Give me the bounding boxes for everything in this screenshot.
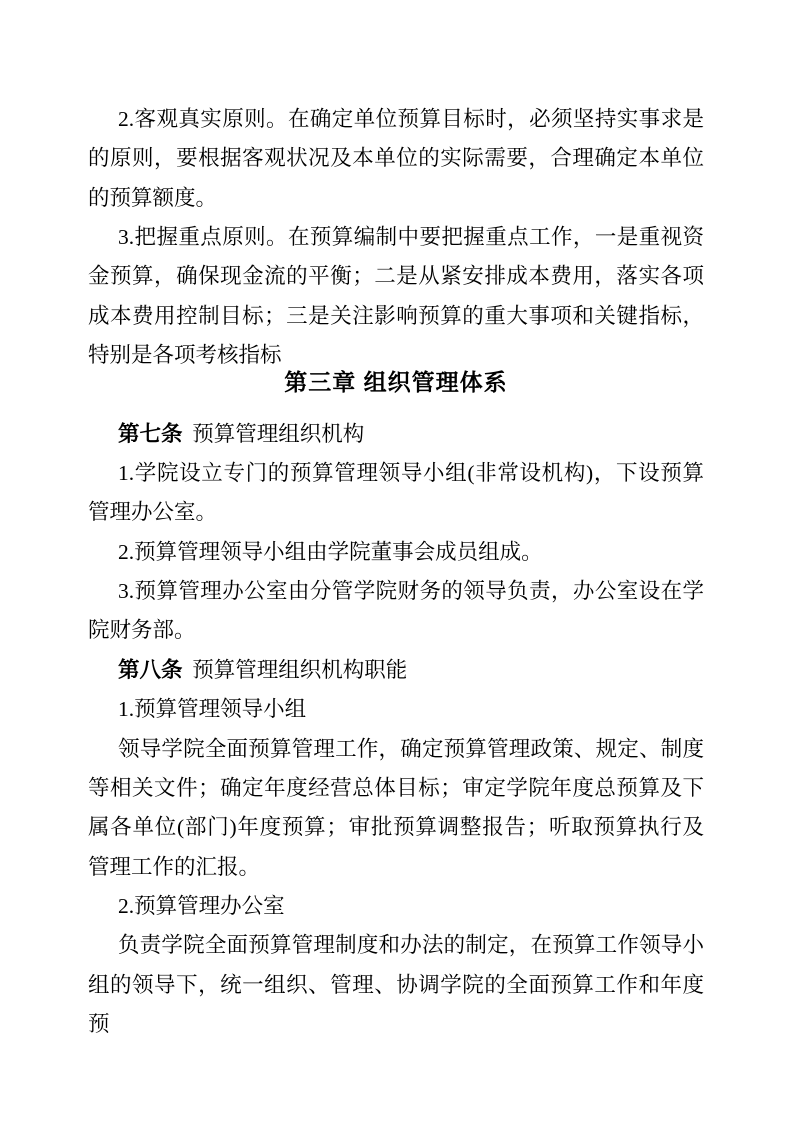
article-paragraph: [88, 651, 704, 690]
document-body: [88, 100, 704, 1044]
article-title-text: 预算管理组织机构: [192, 421, 365, 446]
article-paragraph: [88, 415, 704, 454]
body-paragraph: 2.客观真实原则。在确定单位预算目标时，必须坚持实事求是的原则，要根据客观状况及本单位的实际需要，合理确定本单位的预算额度。: [88, 107, 704, 210]
body-paragraph: 1.预算管理领导小组: [118, 697, 307, 722]
body-paragraph: 领导学院全面预算管理工作，确定预算管理政策、规定、制度等相关文件；确定年度经营总体目标；审定学院年度总预算及下属各单位(部门)年度预算；审批预算调整报告；听取预算执行及管理工作的汇报。: [88, 736, 704, 879]
article-title-text: 预算管理组织机构职能: [192, 657, 408, 682]
body-paragraph: 负责学院全面预算管理制度和办法的制定，在预算工作领导小组的领导下，统一组织、管理、协调学院的全面预算工作和年度预: [88, 933, 704, 1036]
body-paragraph: 2.预算管理领导小组由学院董事会成员组成。: [118, 539, 543, 564]
body-paragraph: 2.预算管理办公室: [118, 893, 285, 918]
article-number-label: 第八条: [118, 657, 183, 682]
article-number-label: 第七条: [118, 421, 183, 446]
body-paragraph: 3.预算管理办公室由分管学院财务的领导负责，办公室设在学院财务部。: [88, 579, 704, 643]
body-paragraph: 1.学院设立专门的预算管理领导小组(非常设机构)，下设预算管理办公室。: [88, 461, 704, 525]
body-paragraph: 3.把握重点原则。在预算编制中要把握重点工作，一是重视资金预算，确保现金流的平衡；二是从紧安排成本费用，落实各项成本费用控制目标；三是关注影响预算的重大事项和关键指标，特别是各项考核指标: [88, 225, 704, 368]
chapter-heading: 第三章 组织管理体系: [284, 369, 508, 396]
